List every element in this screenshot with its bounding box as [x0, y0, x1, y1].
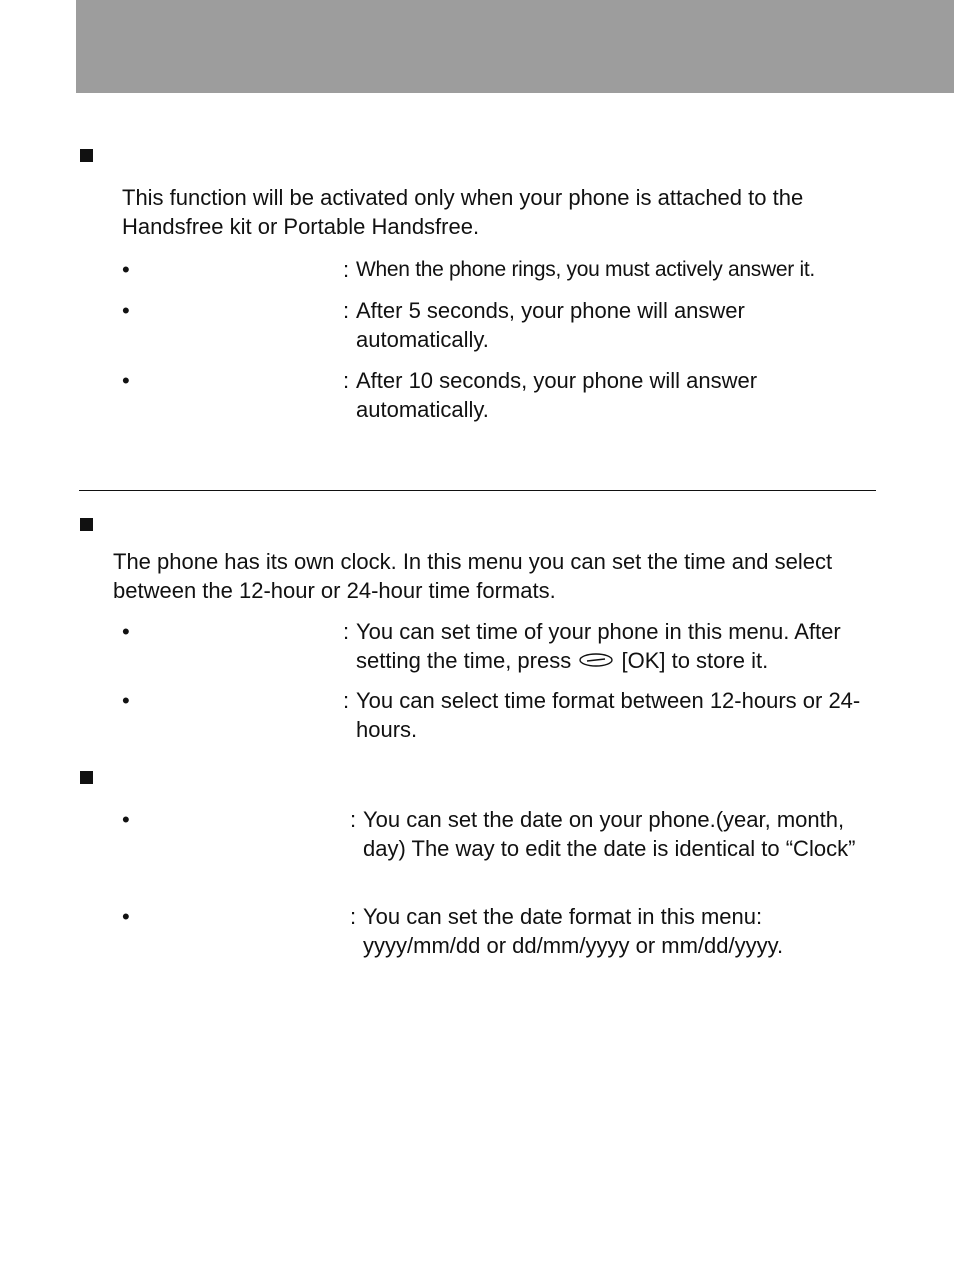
section2-option-1 [343, 617, 883, 675]
option-description: After 10 seconds, your phone will answer automatically. [356, 368, 758, 422]
section2-option-2 [343, 686, 883, 744]
option-description: You can set the date on your phone.(year, month, day) The way to edit the date is identical to “Clock” [363, 807, 856, 861]
option-description: You can set the date format in this menu: yyyy/mm/dd or dd/mm/yyyy or mm/dd/yyyy. [363, 904, 784, 958]
colon: : [343, 368, 350, 393]
bullet-icon: • [122, 298, 130, 323]
bullet-icon: • [122, 257, 130, 282]
section3-option-1 [350, 805, 890, 863]
section1-option-3 [343, 366, 823, 424]
section-marker-square-icon [80, 149, 93, 162]
option-description: You can set time of your phone in this menu. After setting the time, press [OK] to store it. [356, 619, 841, 673]
option-description: You can select time format between 12-hours or 24-hours. [356, 688, 861, 742]
option-description: When the phone rings, you must actively answer it. [356, 258, 815, 281]
section1-option-2 [343, 296, 813, 354]
section1-intro: This function will be activated only when your phone is attached to the Handsfree kit or Portable Handsfree. [122, 185, 804, 239]
section2-intro: The phone has its own clock. In this menu you can set the time and select between the 12-hour or 24-hour time formats. [113, 549, 833, 603]
ok-softkey-icon [579, 653, 613, 667]
bullet-icon: • [122, 688, 130, 713]
colon: : [343, 298, 350, 323]
colon: : [343, 688, 350, 713]
colon: : [343, 619, 350, 644]
bullet-icon: • [122, 368, 130, 393]
bullet-icon: • [122, 619, 130, 644]
colon: : [343, 257, 350, 282]
header-bar [76, 0, 954, 93]
bullet-icon: • [122, 807, 130, 832]
bullet-icon: • [122, 904, 130, 929]
section-marker-square-icon [80, 771, 93, 784]
section3-option-2 [350, 902, 850, 960]
section-marker-square-icon [80, 518, 93, 531]
section-divider [79, 490, 876, 491]
section1-option-1 [343, 255, 943, 284]
option-description: After 5 seconds, your phone will answer automatically. [356, 298, 745, 352]
colon: : [350, 904, 357, 929]
colon: : [350, 807, 357, 832]
